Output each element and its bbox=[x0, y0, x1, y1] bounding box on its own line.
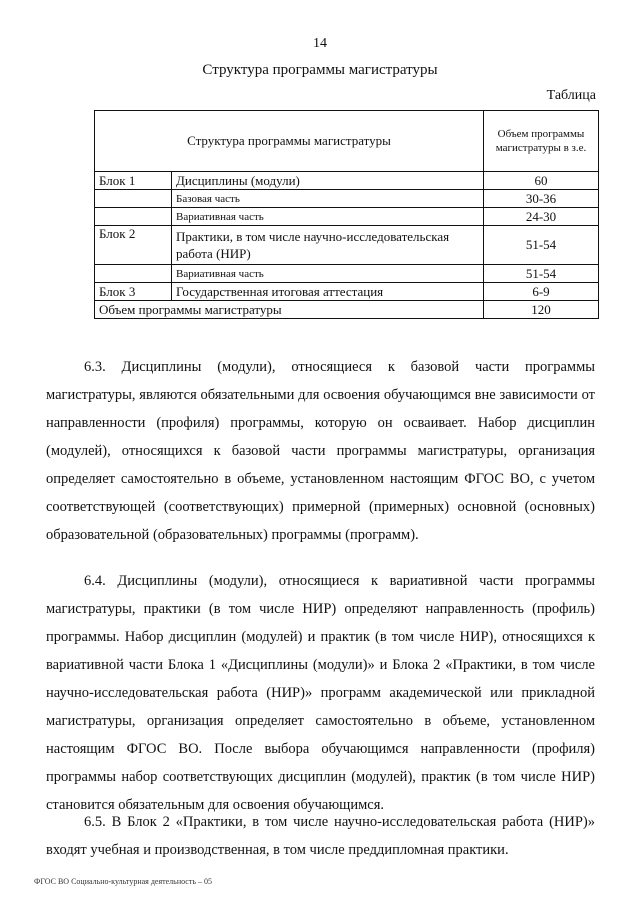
table-header-row bbox=[95, 111, 599, 172]
row-name: Практики, в том числе научно-исследовательская работа (НИР) bbox=[172, 226, 484, 265]
row-name: Вариативная часть bbox=[172, 208, 484, 226]
document-title: Структура программы магистратуры bbox=[202, 62, 438, 78]
block-label: Блок 2 bbox=[95, 226, 172, 265]
paragraph-6-4: 6.4. Дисциплины (модули), относящиеся к вариативной части программы магистратуры, практики (в том числе НИР) определяют направленность (профиль) программы. Набор дисциплин (модулей) и практик (в том числе НИР), относящихся к вариативной части Блока 1 «Дисциплины (модули)» и Блока 2 «Практики, в том числе научно-исследовательская работа (НИР)» программ академической или прикладной магистратуры, организация определяет самостоятельно в объеме, установленном настоящим ФГОС ВО. После выбора обучающимся направленности (профиля) программы набор соответствующих дисциплин (модулей), практик (в том числе НИР) становится обязательным для освоения обучающимся. bbox=[46, 573, 595, 813]
block-label bbox=[95, 208, 172, 226]
header-volume: Объем программы магистратуры в з.е. bbox=[484, 111, 599, 172]
row-value: 60 bbox=[484, 172, 599, 190]
table-row bbox=[95, 208, 599, 226]
header-structure: Структура программы магистратуры bbox=[95, 111, 484, 172]
page-footer: ФГОС ВО Социально-культурная деятельность – 05 bbox=[34, 877, 212, 886]
block-label bbox=[95, 190, 172, 208]
block-label bbox=[95, 265, 172, 283]
total-value: 120 bbox=[484, 301, 599, 319]
row-value: 51-54 bbox=[484, 226, 599, 265]
row-value: 51-54 bbox=[484, 265, 599, 283]
block-label: Блок 1 bbox=[95, 172, 172, 190]
paragraph-6-5: 6.5. В Блок 2 «Практики, в том числе научно-исследовательская работа (НИР)» входят учебная и производственная, в том числе преддипломная практики. bbox=[46, 814, 595, 858]
row-name: Дисциплины (модули) bbox=[172, 172, 484, 190]
row-value: 6-9 bbox=[484, 283, 599, 301]
table-total-row bbox=[95, 301, 599, 319]
block-label: Блок 3 bbox=[95, 283, 172, 301]
table-caption: Таблица bbox=[546, 88, 596, 103]
row-name: Государственная итоговая аттестация bbox=[172, 283, 484, 301]
row-value: 30-36 bbox=[484, 190, 599, 208]
page-number: 14 bbox=[313, 36, 327, 51]
table-row bbox=[95, 172, 599, 190]
table-row bbox=[95, 283, 599, 301]
paragraph-6-3: 6.3. Дисциплины (модули), относящиеся к базовой части программы магистратуры, являются обязательными для освоения обучающимся вне зависимости от направленности (профиля) программы, которую он осваивает. Набор дисциплин (модулей), относящихся к базовой части программы магистратуры, организация определяет самостоятельно в объеме, установленном настоящим ФГОС ВО, с учетом соответствующей (соответствующих) примерной (примерных) основной (основных) образовательной (образовательных) программы (программ). bbox=[46, 359, 595, 543]
program-structure-table bbox=[94, 110, 599, 319]
row-name: Вариативная часть bbox=[172, 265, 484, 283]
total-label: Объем программы магистратуры bbox=[95, 301, 484, 319]
table-row bbox=[95, 265, 599, 283]
table-row bbox=[95, 226, 599, 265]
row-name: Базовая часть bbox=[172, 190, 484, 208]
row-value: 24-30 bbox=[484, 208, 599, 226]
table-row bbox=[95, 190, 599, 208]
